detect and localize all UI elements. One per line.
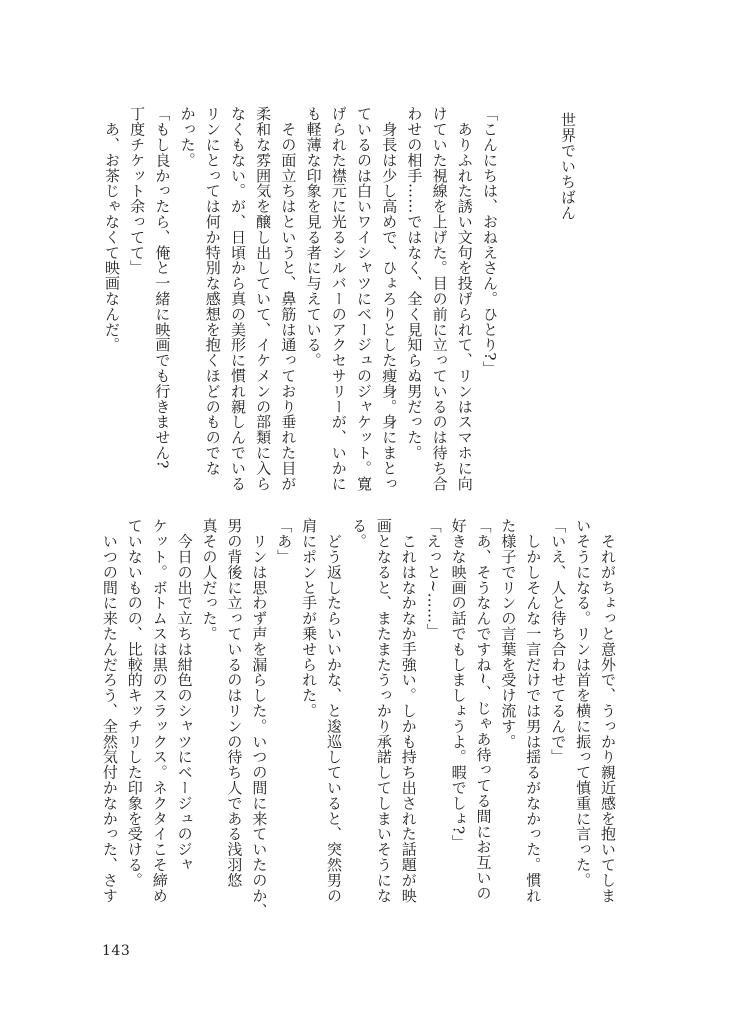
text-line: 男の背後に立っているのはリンの待ち人である浅羽悠: [225, 518, 244, 888]
text-line: 好きな映画の話でもしましょうよ。暇でしょ?」: [449, 518, 468, 850]
text-line: けていた視線を上げた。目の前に立っているのは待ち合: [430, 106, 449, 491]
text-line: ているのは白いワイシャツにベージュのジャケット。寛: [354, 106, 373, 491]
text-line: ありふれた誘い文句を投げられて、リンはスマホに向: [455, 106, 474, 491]
lower-text-block: [97, 518, 620, 918]
text-line: 柔和な雰囲気を醸し出していて、イケメンの部類に入ら: [254, 106, 273, 491]
text-line: あ、お茶じゃなくて映画なんだ。: [102, 106, 121, 353]
text-line: 「こんにちは、おねえさん。ひとり?」: [481, 106, 499, 377]
text-line: いそうになる。リンは首を横に振って慎重に言った。: [574, 518, 593, 888]
text-line: リンにとっては何か特別な感想を抱くほどのものでな: [203, 106, 222, 476]
text-line: ていないものの、比較的キッチリした印象を受ける。: [125, 518, 144, 888]
text-line: これはなかなか手強い。しかも持ち出された話題が映: [399, 518, 418, 903]
text-line: しかしそんな一言だけでは男は揺るがなかった。慣れ: [524, 518, 543, 903]
text-line: どう返したらいいかな、と逡巡していると、突然男の: [325, 518, 344, 903]
text-line: それがちょっと意外で、うっかり親近感を抱いてしま: [599, 518, 617, 903]
text-line: ケット。ボトムスは黒のスラックス。ネクタイこそ締め: [150, 518, 169, 903]
text-line: 「もし良かったら、俺と一緒に映画でも行きません?: [153, 106, 172, 469]
text-line: 「あ、そうなんですね~、じゃあ待ってる間にお互いの: [474, 518, 493, 901]
text-line: 真その人だった。: [200, 518, 219, 642]
text-line: た様子でリンの言葉を受け流す。: [499, 518, 518, 749]
page-number: 143: [102, 943, 131, 959]
text-line: わせの相手……ではなく、全く見知らぬ男だった。: [405, 106, 424, 461]
text-line: その面立ちはというと、鼻筋は通っており垂れた目が: [279, 106, 298, 491]
text-line: 肩にポンと手が乗せられた。: [300, 518, 319, 719]
text-line: 丁度チケット余ってて」: [128, 106, 147, 276]
text-line: 「いえ、人と待ち合わせてるんで」: [549, 518, 568, 765]
text-line: る。: [349, 518, 368, 549]
text-line: 身長は少し高めで、ひょろりとした痩身。身にまとっ: [380, 106, 399, 491]
text-line: いつの間に来たんだろう、全然気付かなかった、さす: [100, 518, 119, 903]
text-line: 「あ」: [275, 518, 294, 565]
text-line: 「えっと~……」: [424, 518, 443, 639]
upper-text-block: [99, 106, 502, 506]
text-line: なくもない。が、日頃から真の美形に慣れ親しんでいる: [228, 106, 247, 491]
chapter-title: 世界でいちばん: [559, 112, 577, 221]
text-line: リンは思わず声を漏らした。いつの間に来ていたのか、: [250, 518, 269, 919]
text-line: 今日の出で立ちは紺色のシャツにベージュのジャ: [175, 518, 194, 873]
text-line: も軽薄な印象を見る者に与えている。: [304, 106, 323, 368]
text-line: かった。: [178, 106, 197, 168]
text-line: 画となると、またまたうっかり承諾してしまいそうにな: [374, 518, 393, 903]
text-line: げられた襟元に光るシルバーのアクセサリーが、いかに: [329, 106, 348, 491]
